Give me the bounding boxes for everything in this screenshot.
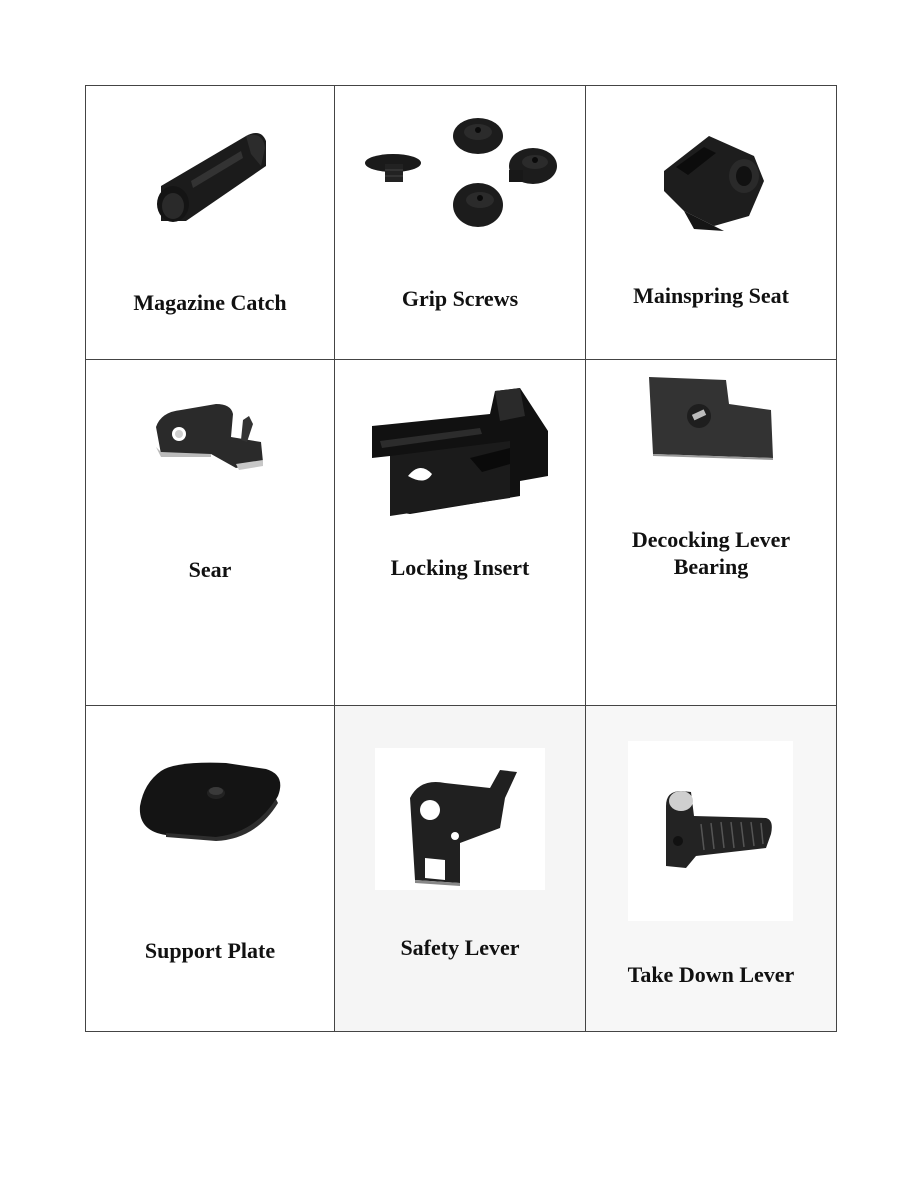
part-cell-sear xyxy=(86,360,335,706)
locking-insert-image xyxy=(370,386,550,526)
sear-image xyxy=(151,402,271,477)
parts-grid xyxy=(85,85,837,1032)
part-cell-support-plate xyxy=(86,706,335,1032)
part-label-sear: Sear xyxy=(188,557,232,582)
part-label-grip-screws: Grip Screws xyxy=(401,286,519,311)
part-cell-safety-lever xyxy=(335,706,586,1032)
grip-screws-image xyxy=(363,108,563,238)
support-plate-image xyxy=(136,761,286,841)
part-label-locking-insert: Locking Insert xyxy=(390,555,530,580)
part-cell-mainspring-seat xyxy=(586,86,837,360)
part-cell-decocking-lever-bearing xyxy=(586,360,837,706)
decocking-label-line-1: Decocking Lever xyxy=(631,527,791,552)
part-label-safety-lever: Safety Lever xyxy=(400,935,520,960)
part-cell-locking-insert xyxy=(335,360,586,706)
part-label-support-plate: Support Plate xyxy=(144,938,276,963)
decocking-label-lines xyxy=(586,526,836,580)
part-label-take-down-lever: Take Down Lever xyxy=(627,962,795,987)
part-label-mainspring-seat: Mainspring Seat xyxy=(633,283,789,308)
part-label-magazine-catch: Magazine Catch xyxy=(133,290,287,315)
mainspring-seat-image xyxy=(654,131,769,236)
decocking-label-line-2: Bearing xyxy=(673,554,749,579)
part-cell-grip-screws xyxy=(335,86,586,360)
part-cell-magazine-catch xyxy=(86,86,335,360)
take-down-lever-image xyxy=(656,786,776,876)
part-cell-take-down-lever xyxy=(586,706,837,1032)
magazine-catch-image xyxy=(151,126,271,236)
safety-lever-image xyxy=(405,768,520,888)
decocking-lever-bearing-image xyxy=(641,372,781,462)
